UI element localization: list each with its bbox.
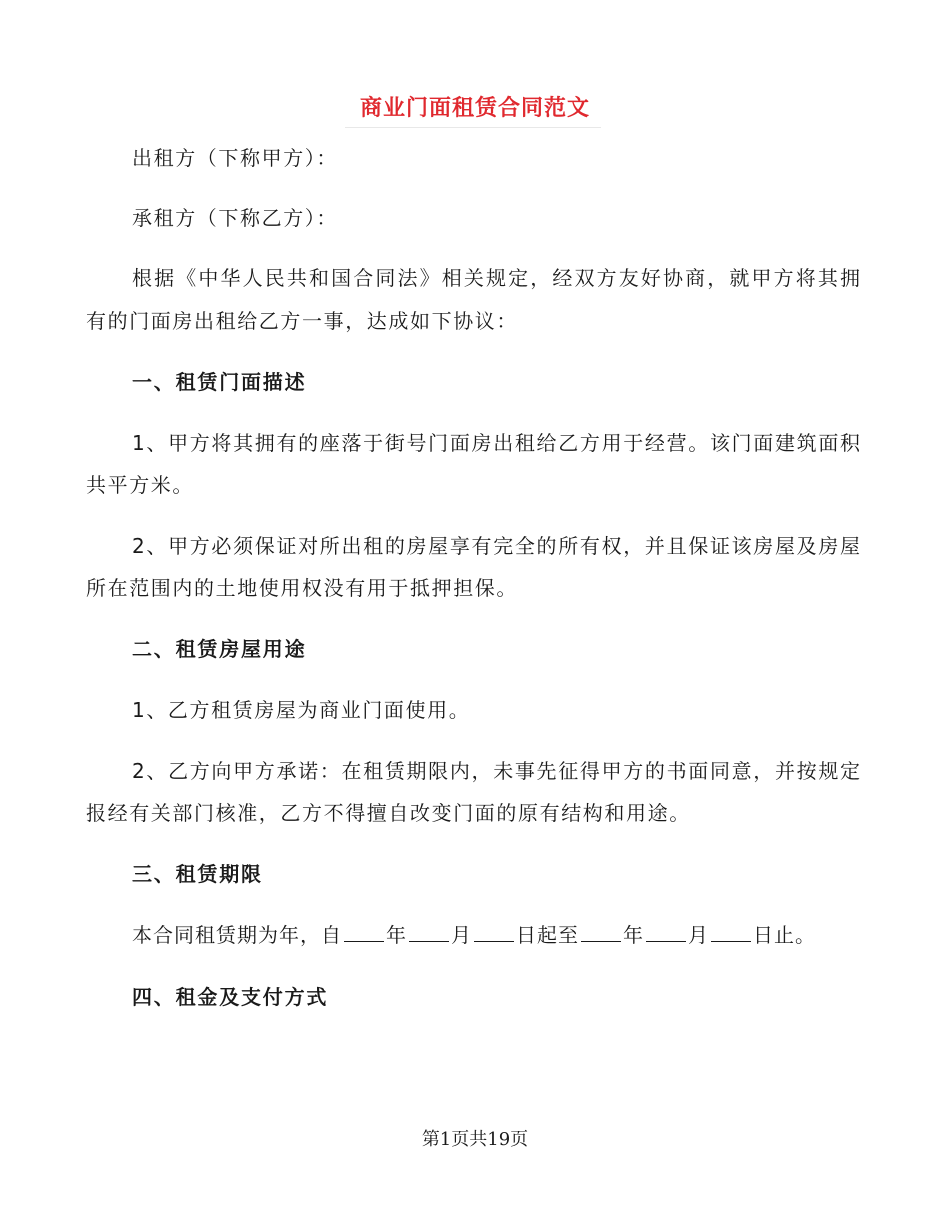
- end-month-blank: [646, 921, 686, 942]
- lease-term-text: 年: [623, 923, 644, 947]
- section-2-item-2-line-2: 报经有关部门核准，乙方不得擅自改变门面的原有结构和用途。: [86, 801, 691, 825]
- lease-term-text: 月: [451, 923, 472, 947]
- document-title: 商业门面租赁合同范文: [359, 95, 590, 121]
- lease-term-text: 年: [386, 923, 407, 947]
- lessee-line: 承租方（下称乙方）：: [132, 206, 338, 230]
- section-1-item-2-line-1: 2、甲方必须保证对所出租的房屋享有完全的所有权，并且保证该房屋及房屋: [132, 534, 860, 558]
- section-2-item-2-line-1: 2、乙方向甲方承诺：在租赁期限内，未事先征得甲方的书面同意，并按规定: [132, 759, 860, 783]
- intro-line-1: 根据《中华人民共和国合同法》相关规定，经双方友好协商，就甲方将其拥: [132, 266, 860, 290]
- lease-term-text: 本合同租赁期为年，自: [132, 923, 342, 947]
- start-month-blank: [409, 921, 449, 942]
- section-2-item-1: 1、乙方租赁房屋为商业门面使用。: [132, 698, 471, 722]
- lease-term-text: 日起至: [516, 923, 579, 947]
- end-year-blank: [581, 921, 621, 942]
- section-4-heading: 四、租金及支付方式: [132, 985, 329, 1009]
- lease-term-line: [132, 920, 816, 950]
- section-1-heading: 一、租赁门面描述: [132, 370, 307, 394]
- lease-term-text: 日止。: [753, 923, 816, 947]
- start-day-blank: [474, 921, 514, 942]
- section-2-heading: 二、租赁房屋用途: [132, 637, 307, 661]
- section-1-item-1-line-2: 共平方米。: [86, 473, 194, 497]
- lessor-line: 出租方（下称甲方）：: [132, 146, 338, 170]
- section-1-item-1-line-1: 1、甲方将其拥有的座落于街号门面房出租给乙方用于经营。该门面建筑面积: [132, 431, 860, 455]
- section-1-item-2-line-2: 所在范围内的土地使用权没有用于抵押担保。: [86, 576, 518, 600]
- end-day-blank: [711, 921, 751, 942]
- page-number: 第1页共19页: [421, 1129, 529, 1150]
- start-year-blank: [344, 921, 384, 942]
- intro-line-2: 有的门面房出租给乙方一事，达成如下协议：: [86, 309, 518, 333]
- section-3-heading: 三、租赁期限: [132, 862, 263, 886]
- lease-term-text: 月: [688, 923, 709, 947]
- title-underline: [345, 127, 601, 128]
